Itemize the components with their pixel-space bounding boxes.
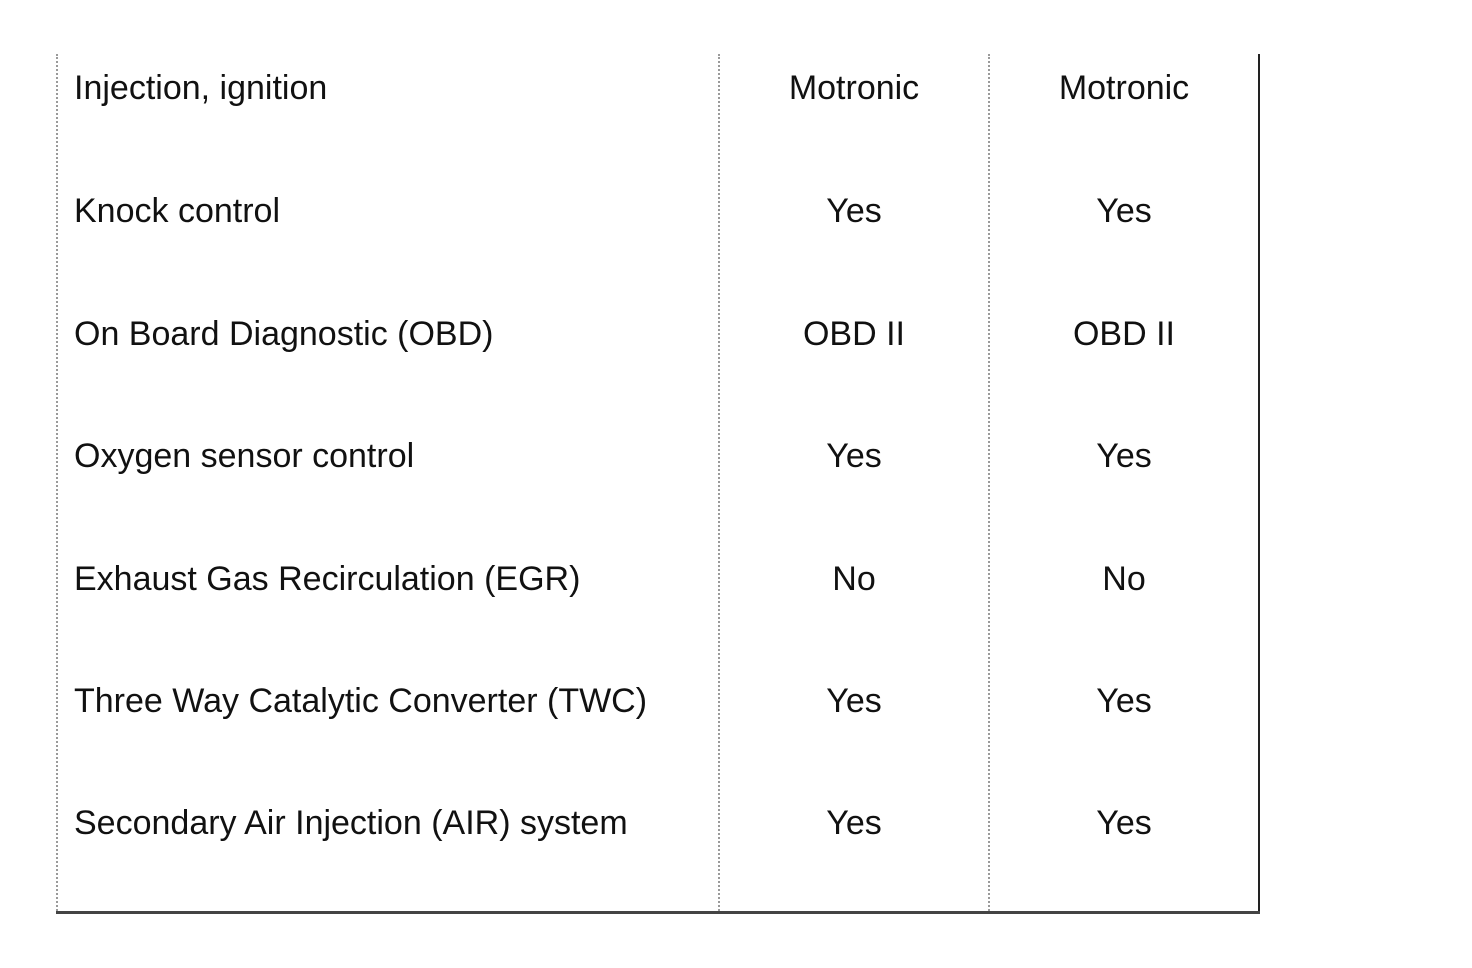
table-row xyxy=(56,671,1260,731)
row-feature-label: Exhaust Gas Recirculation (EGR) xyxy=(74,560,581,598)
row-value-col1: OBD II xyxy=(802,315,906,353)
table-row xyxy=(56,426,1260,486)
row-value-col2: Motronic xyxy=(1058,69,1190,107)
table-row xyxy=(56,181,1260,241)
row-value-col1: Yes xyxy=(826,804,882,842)
table-row xyxy=(56,793,1260,853)
row-value-col2: Yes xyxy=(1096,192,1152,230)
row-value-col2: Yes xyxy=(1096,682,1152,720)
row-value-col1: No xyxy=(832,560,876,598)
row-value-col2: Yes xyxy=(1096,437,1152,475)
row-value-col1: Yes xyxy=(826,682,882,720)
feature-comparison-table xyxy=(56,54,1260,914)
row-value-col1: Yes xyxy=(826,437,882,475)
row-feature-label: Knock control xyxy=(74,192,280,230)
row-value-col2: No xyxy=(1102,560,1146,598)
table-row xyxy=(56,304,1260,364)
table-row xyxy=(56,58,1260,118)
row-value-col2: OBD II xyxy=(1072,315,1176,353)
table-bottom-border xyxy=(56,911,1260,914)
row-feature-label: Injection, ignition xyxy=(74,69,328,107)
row-feature-label: Secondary Air Injection (AIR) system xyxy=(74,804,628,842)
row-feature-label: On Board Diagnostic (OBD) xyxy=(74,315,494,353)
row-value-col1: Yes xyxy=(826,192,882,230)
row-value-col2: Yes xyxy=(1096,804,1152,842)
row-feature-label: Three Way Catalytic Converter (TWC) xyxy=(74,682,648,720)
row-feature-label: Oxygen sensor control xyxy=(74,437,415,475)
row-value-col1: Motronic xyxy=(788,69,920,107)
table-row xyxy=(56,549,1260,609)
